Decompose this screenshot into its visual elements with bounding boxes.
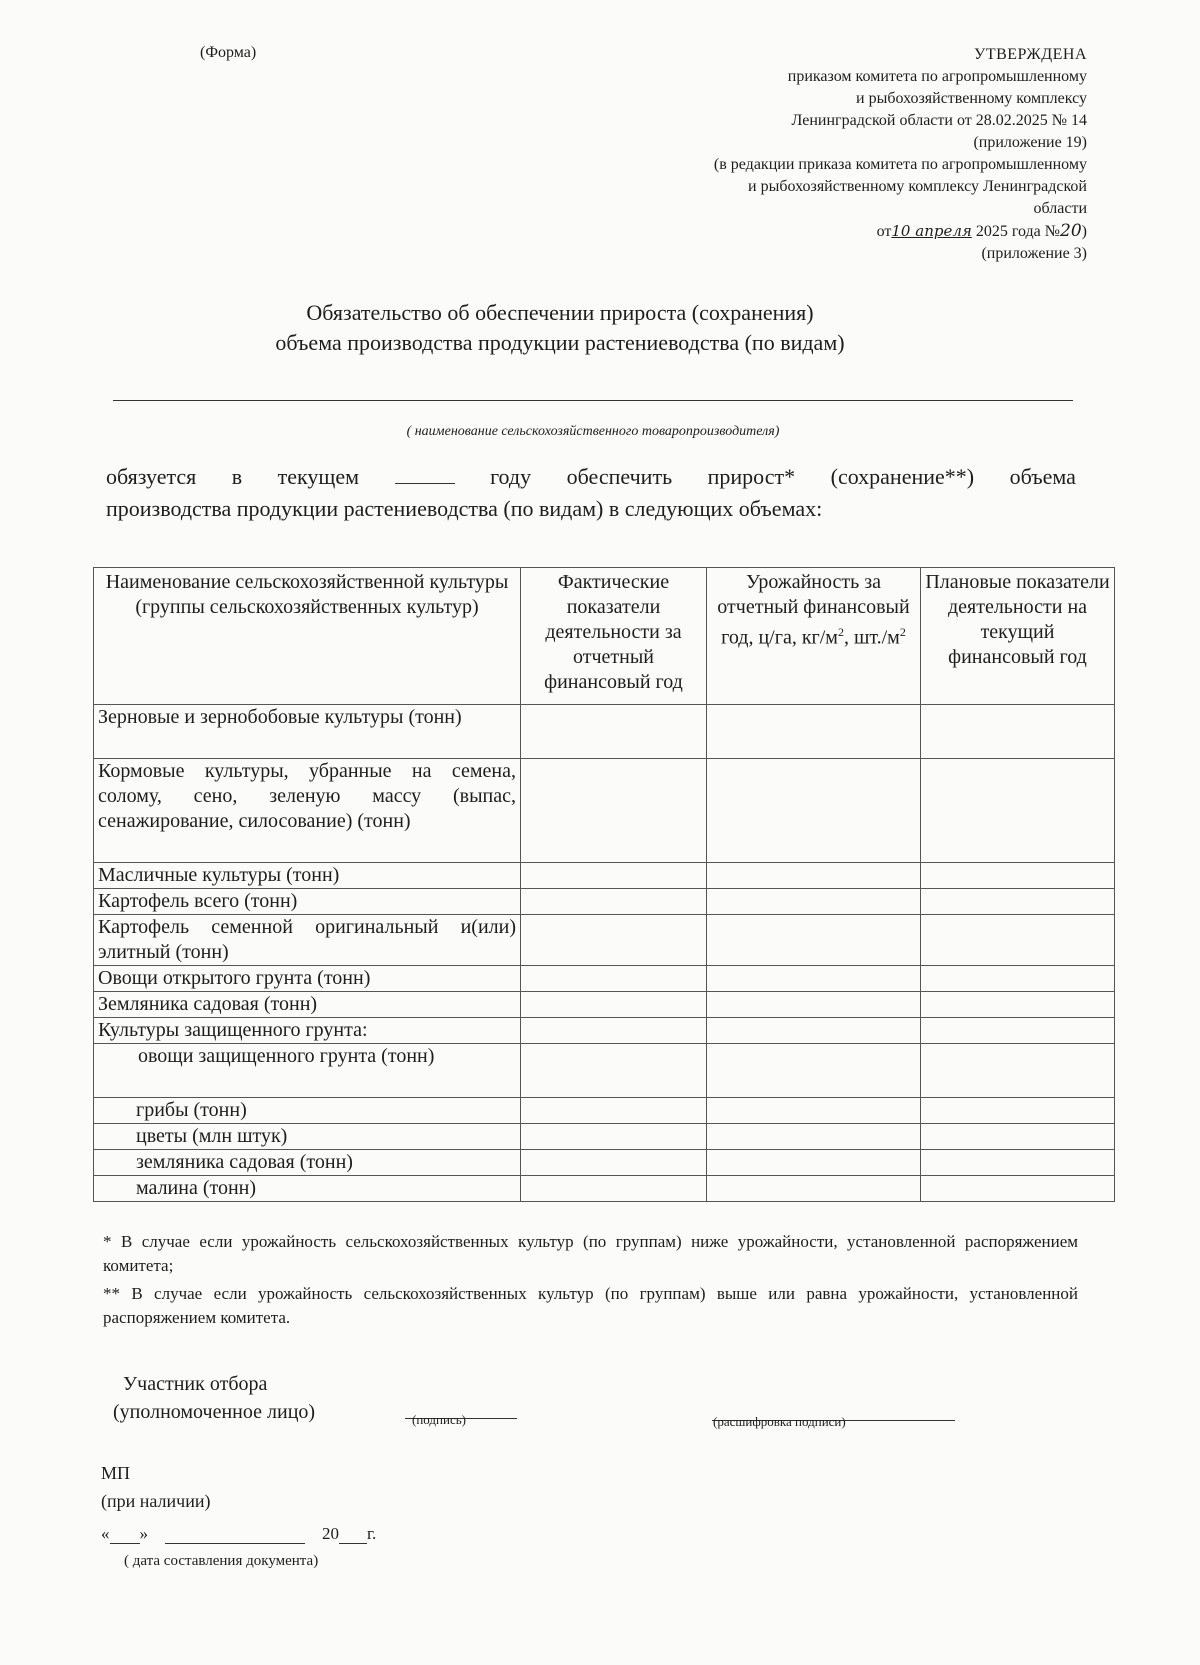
cell-planned[interactable] <box>921 915 1115 966</box>
cell-yield[interactable] <box>707 759 921 863</box>
approval-line: Ленинградской области от 28.02.2025 № 14 <box>791 112 1087 129</box>
cell-planned[interactable] <box>921 1124 1115 1150</box>
crops-table <box>93 567 1115 1202</box>
cell-actual[interactable] <box>521 1098 707 1124</box>
cell-actual[interactable] <box>521 1044 707 1098</box>
header-actual: Фактические показатели деятельности за отчетный финансовый год <box>521 568 707 705</box>
table-row <box>94 1124 1115 1150</box>
row-label: Земляника садовая (тонн) <box>94 992 521 1018</box>
cell-yield[interactable] <box>707 915 921 966</box>
approval-line: (в редакции приказа комитета по агропромышленному <box>713 156 1087 173</box>
cell-yield[interactable] <box>707 1124 921 1150</box>
row-label: Овощи открытого грунта (тонн) <box>94 966 521 992</box>
cell-yield[interactable] <box>707 1044 921 1098</box>
cell-actual[interactable] <box>521 966 707 992</box>
cell-yield[interactable] <box>707 705 921 759</box>
cell-yield[interactable] <box>707 1018 921 1044</box>
obligation-text: обязуется в текущем году обеспечить прирост* (сохранение**) объема производства продукции растениеводства (по видам) в следующих объемах: <box>106 461 1076 525</box>
signer-role <box>113 1370 315 1426</box>
header-yield: Урожайность за отчетный финансовый год, ц/га, $кг/м^2$, $шт./м^2$ <box>707 568 921 705</box>
cell-planned[interactable] <box>921 1018 1115 1044</box>
stamp-label: МП <box>101 1463 131 1483</box>
row-label: Масличные культуры (тонн) <box>94 863 521 889</box>
table-row <box>94 966 1115 992</box>
form-label: (Форма) <box>200 44 257 61</box>
cell-planned[interactable] <box>921 966 1115 992</box>
cell-yield[interactable] <box>707 1150 921 1176</box>
row-label: Кормовые культуры, убранные на семена, солому, сено, зеленую массу (выпас, сенажирование, силосование) (тонн) <box>94 759 521 863</box>
footnote-2: ** В случае если урожайность сельскохозяйственных культур (по группам) выше или равна урожайности, установленной распоряжением комитета. <box>103 1284 1078 1327</box>
stamp-note: (при наличии) <box>101 1491 211 1511</box>
cell-actual[interactable] <box>521 863 707 889</box>
row-label: земляника садовая (тонн) <box>94 1150 521 1176</box>
approval-line: приказом комитета по агропромышленному <box>787 68 1087 85</box>
table-header-row <box>94 568 1115 705</box>
cell-actual[interactable] <box>521 1018 707 1044</box>
row-label: Зерновые и зернобобовые культуры (тонн) <box>94 705 521 759</box>
cell-actual[interactable] <box>521 889 707 915</box>
cell-actual[interactable] <box>521 992 707 1018</box>
cell-yield[interactable] <box>707 966 921 992</box>
date-field: « » 20 г. <box>101 1524 377 1543</box>
cell-planned[interactable] <box>921 1176 1115 1202</box>
cell-planned[interactable] <box>921 992 1115 1018</box>
row-label: цветы (млн штук) <box>94 1124 521 1150</box>
title-line-2: объема производства продукции растениеводства (по видам) <box>275 330 845 355</box>
approval-title: УТВЕРЖДЕНА <box>973 46 1087 63</box>
producer-name-line[interactable] <box>113 400 1073 401</box>
approval-block <box>567 44 1087 265</box>
handwritten-date: 10 апреля <box>891 222 972 240</box>
table-row <box>94 915 1115 966</box>
handwritten-number: 20 <box>1060 221 1082 241</box>
stamp-block <box>101 1459 210 1515</box>
table-row <box>94 889 1115 915</box>
row-label: Культуры защищенного грунта: <box>94 1018 521 1044</box>
title-line-1: Обязательство об обеспечении прироста (сохранения) <box>306 300 814 325</box>
cell-actual[interactable] <box>521 1124 707 1150</box>
cell-planned[interactable] <box>921 1044 1115 1098</box>
row-label: Картофель всего (тонн) <box>94 889 521 915</box>
row-label: грибы (тонн) <box>94 1098 521 1124</box>
approval-line: и рыбохозяйственному комплексу Ленинградской <box>748 178 1087 195</box>
cell-planned[interactable] <box>921 1098 1115 1124</box>
cell-yield[interactable] <box>707 889 921 915</box>
cell-planned[interactable] <box>921 759 1115 863</box>
table-row <box>94 1176 1115 1202</box>
month-blank[interactable] <box>165 1527 305 1544</box>
approval-line: и рыбохозяйственному комплексу <box>856 90 1087 107</box>
table-row <box>94 1018 1115 1044</box>
header-planned: Плановые показатели деятельности на текущий финансовый год <box>921 568 1115 705</box>
signer-role-line-1: Участник отбора <box>123 1373 268 1395</box>
cell-actual[interactable] <box>521 1150 707 1176</box>
cell-yield[interactable] <box>707 863 921 889</box>
decode-caption: (расшифровка подписи) <box>713 1414 846 1429</box>
table-row <box>94 759 1115 863</box>
date-caption: ( дата составления документа) <box>124 1553 319 1569</box>
signer-role-line-2: (уполномоченное лицо) <box>113 1401 316 1423</box>
row-label: Картофель семенной оригинальный и(или) элитный (тонн) <box>94 915 521 966</box>
table-row <box>94 1098 1115 1124</box>
cell-planned[interactable] <box>921 863 1115 889</box>
table-row <box>94 992 1115 1018</box>
obligation-line-2: производства продукции растениеводства (по видам) в следующих объемах: <box>106 496 823 521</box>
table-row <box>94 863 1115 889</box>
table-row <box>94 1044 1115 1098</box>
approval-line: (приложение 19) <box>973 134 1087 151</box>
cell-actual[interactable] <box>521 705 707 759</box>
cell-planned[interactable] <box>921 705 1115 759</box>
cell-yield[interactable] <box>707 1176 921 1202</box>
footnote-1: * В случае если урожайность сельскохозяйственных культур (по группам) ниже урожайности, установленной распоряжением комитета; <box>103 1232 1078 1275</box>
day-blank[interactable] <box>110 1527 140 1544</box>
year-blank[interactable] <box>339 1527 367 1544</box>
cell-yield[interactable] <box>707 992 921 1018</box>
header-crop-name: Наименование сельскохозяйственной культуры (группы сельскохозяйственных культур) <box>94 568 521 705</box>
row-label: малина (тонн) <box>94 1176 521 1202</box>
cell-planned[interactable] <box>921 889 1115 915</box>
footnotes <box>103 1230 1078 1334</box>
cell-planned[interactable] <box>921 1150 1115 1176</box>
approval-line: области <box>1033 200 1087 217</box>
signature-caption: (подпись) <box>412 1412 466 1427</box>
year-blank-field[interactable] <box>395 461 455 484</box>
approval-date-line: от10 апреля 2025 года №20) <box>876 221 1087 241</box>
cell-actual[interactable] <box>521 915 707 966</box>
cell-yield[interactable] <box>707 1098 921 1124</box>
cell-actual[interactable] <box>521 1176 707 1202</box>
cell-actual[interactable] <box>521 759 707 863</box>
row-label: овощи защищенного грунта (тонн) <box>94 1044 521 1098</box>
document-title <box>150 298 970 358</box>
approval-appendix: (приложение 3) <box>981 245 1087 262</box>
producer-caption: ( наименование сельскохозяйственного товаропроизводителя) <box>406 424 780 439</box>
table-row <box>94 705 1115 759</box>
table-row <box>94 1150 1115 1176</box>
